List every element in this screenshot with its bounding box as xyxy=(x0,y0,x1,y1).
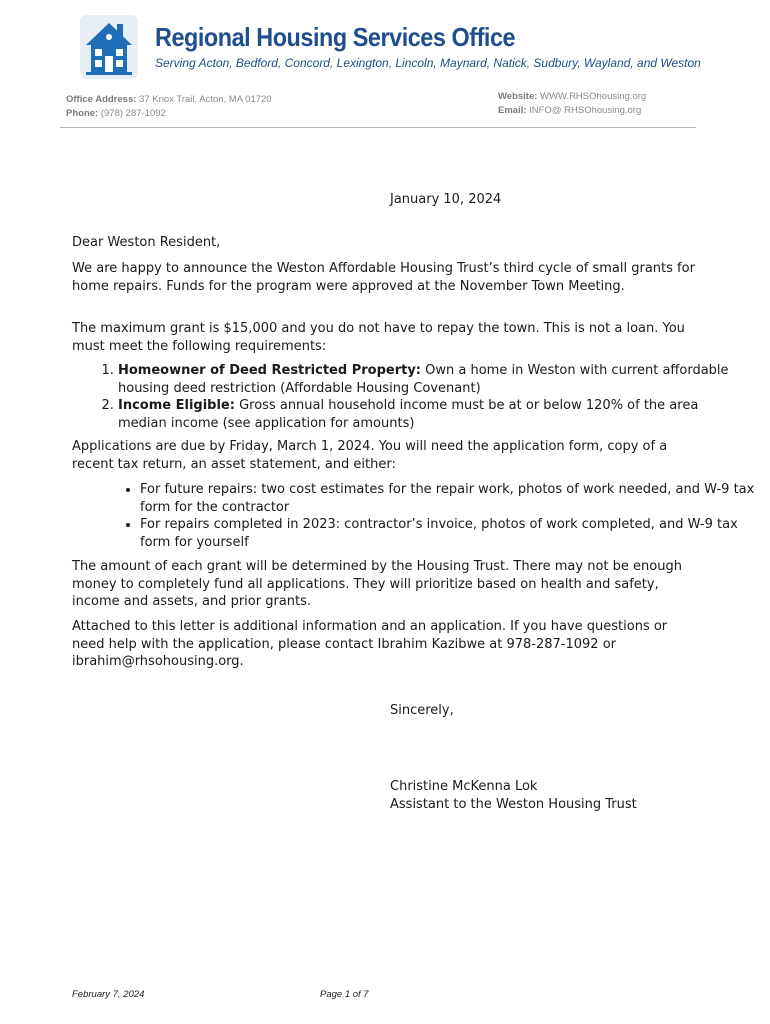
list-item: • For repairs completed in 2023: contractor’s invoice, photos of work completed, and W-9 tax form for yourself xyxy=(140,516,768,551)
office-phone: Phone: (978) 287-1092 xyxy=(66,108,166,119)
intro-paragraph: We are happy to announce the Weston Affordable Housing Trust’s third cycle of small grants for home repairs. Funds for the program were approved at the November Town Meeting. xyxy=(72,261,695,294)
requirements-list xyxy=(72,362,746,432)
grant-paragraph: The maximum grant is $15,000 and you do not have to repay the town. This is not a loan. You must meet the following requirements: xyxy=(72,321,685,354)
letter-date: January 10, 2024 xyxy=(390,192,502,207)
list-item: 1. Homeowner of Deed Restricted Property: Own a home in Weston with current affordable housing deed restriction (Affordable Housing Covenant) xyxy=(118,362,746,397)
organization-subtitle: Serving Acton, Bedford, Concord, Lexington, Lincoln, Maynard, Natick, Sudbury, Wayland, and Weston xyxy=(155,56,701,70)
office-contact xyxy=(66,93,272,121)
deadline-paragraph: Applications are due by Friday, March 1, 2024. You will need the application form, copy of a recent tax return, an asset statement, and either: xyxy=(72,439,668,472)
office-website[interactable]: Website: WWW.RHSOhousing.org xyxy=(498,91,647,102)
office-address: Office Address: 37 Knox Trail, Acton, MA 01720 xyxy=(66,94,272,105)
footer-date: February 7, 2024 xyxy=(72,989,145,1000)
list-item: • For future repairs: two cost estimates for the repair work, photos of work needed, and W-9 tax form for the contractor xyxy=(140,481,768,516)
signature-block xyxy=(390,778,637,813)
closing: Sincerely, xyxy=(390,703,454,718)
contact-paragraph: Attached to this letter is additional information and an application. If you have questions or need help with the application, please contact Ibrahim Kazibwe at 978-287-1092 or ibrahim@rhsohousing.org. xyxy=(72,619,668,669)
signer-title: Assistant to the Weston Housing Trust xyxy=(390,796,637,812)
allocation-paragraph: The amount of each grant will be determined by the Housing Trust. There may not be enough money to completely fund all applications. They will prioritize based on health and safety, income and assets, and prior grants. xyxy=(72,559,682,609)
documents-list xyxy=(72,481,768,551)
organization-title: Regional Housing Services Office xyxy=(155,22,516,52)
page-number: Page 1 of 7 xyxy=(320,989,369,1000)
salutation: Dear Weston Resident, xyxy=(72,235,221,250)
header-divider xyxy=(60,127,696,128)
online-contact xyxy=(498,90,646,118)
signer-name: Christine McKenna Lok xyxy=(390,779,538,794)
list-item: 2. Income Eligible: Gross annual household income must be at or below 120% of the area median income (see application for amounts) xyxy=(118,397,746,432)
house-logo-icon xyxy=(80,15,138,79)
office-email[interactable]: Email: INFO@ RHSOhousing.org xyxy=(498,105,642,116)
